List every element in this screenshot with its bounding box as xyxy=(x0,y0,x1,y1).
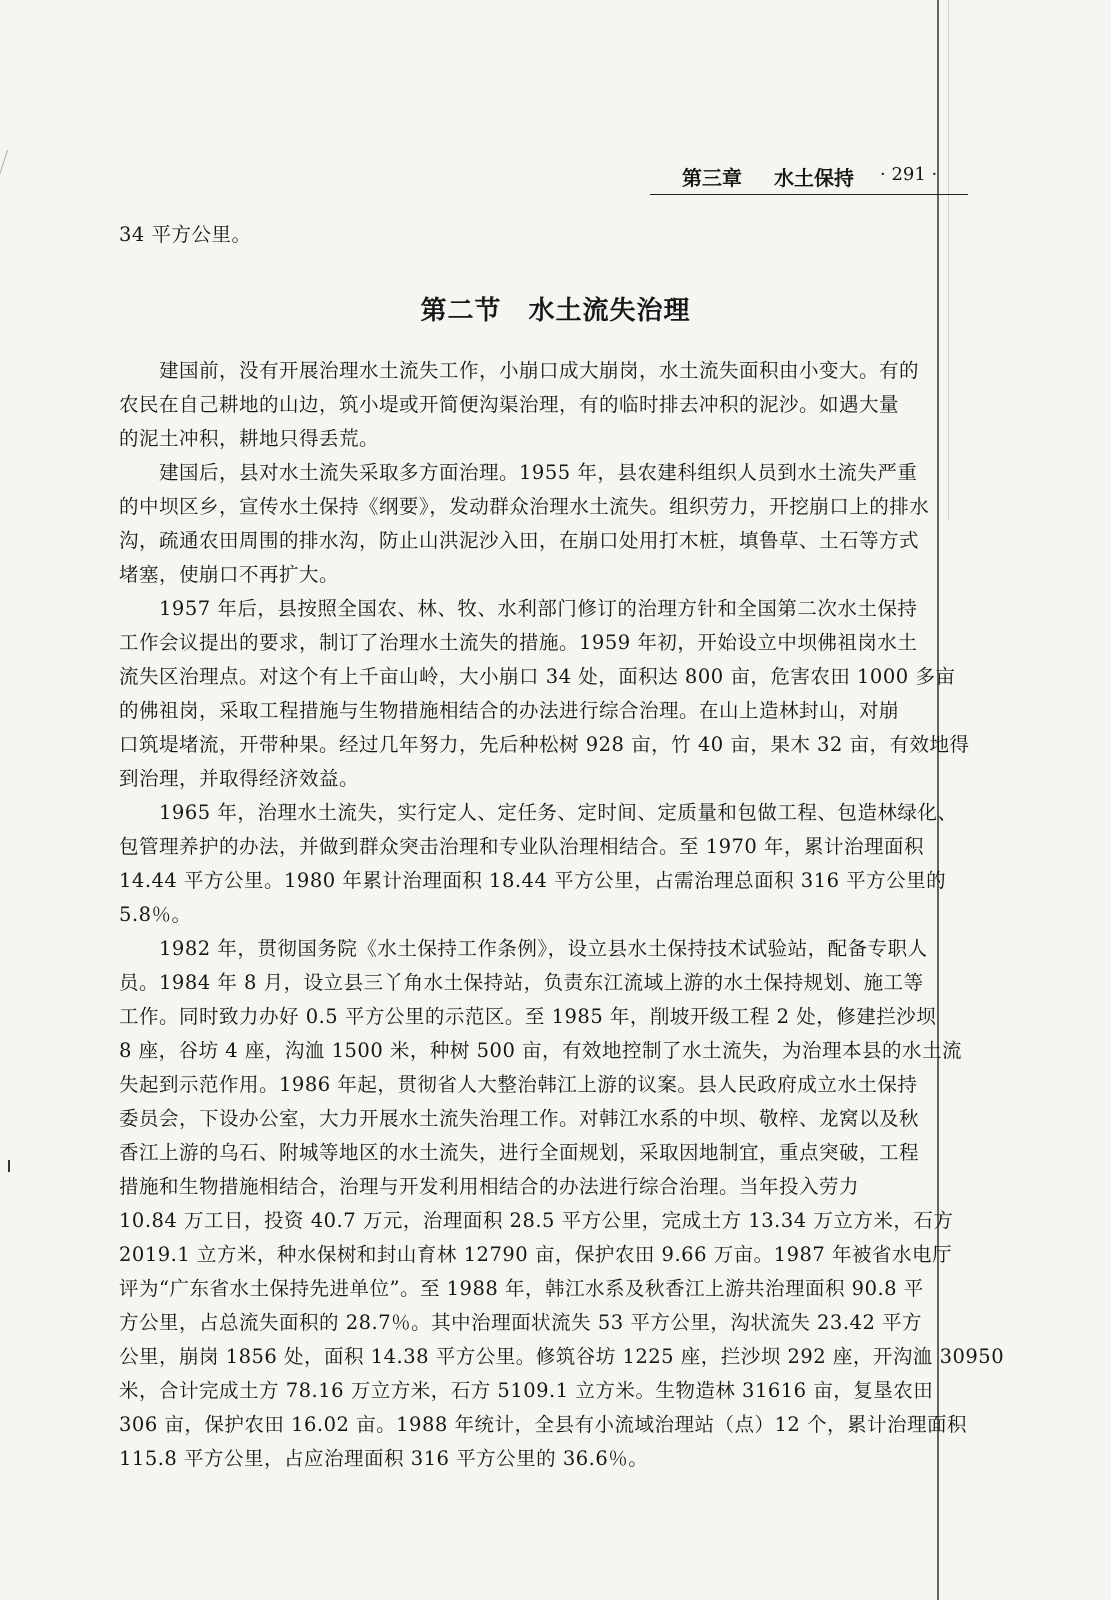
text-line: 失起到示范作用。1986 年起，贯彻省人大整治韩江上游的议案。县人民政府成立水土保持 xyxy=(119,1073,918,1096)
text-line: 包管理养护的办法，并做到群众突击治理和专业队治理相结合。至 1970 年，累计治理面积 xyxy=(119,835,925,858)
text-line: 建国前，没有开展治理水土流失工作，小崩口成大崩岗，水土流失面积由小变大。有的 xyxy=(119,359,920,382)
text-line: 1957 年后，县按照全国农、林、牧、水利部门修订的治理方针和全国第二次水土保持 xyxy=(119,597,918,620)
text-line: 1965 年，治理水土流失，实行定人、定任务、定时间、定质量和包做工程、包造林绿化、 xyxy=(119,801,958,824)
running-head-section: 水土保持 xyxy=(774,166,854,190)
text-line: 员。1984 年 8 月，设立县三丫角水土保持站，负责东江流域上游的水土保持规划、施工等 xyxy=(119,971,924,994)
running-head xyxy=(650,158,970,192)
scan-corner-mark xyxy=(0,150,22,194)
text-line: 工作会议提出的要求，制订了治理水土流失的措施。1959 年初，开始设立中坝佛祖岗水土 xyxy=(119,631,918,654)
text-line: 农民在自己耕地的山边，筑小堤或开简便沟渠治理，有的临时排去冲积的泥沙。如遇大量 xyxy=(119,393,900,416)
scan-faint-line xyxy=(948,0,949,520)
text-line: 公里，崩岗 1856 处，面积 14.38 平方公里。修筑谷坊 1225 座，拦沙坝 292 座，开沟洫 30950 xyxy=(119,1345,1005,1368)
text-line: 堵塞，使崩口不再扩大。 xyxy=(119,563,340,586)
text-line: 沟，疏通农田周围的排水沟，防止山洪泥沙入田，在崩口处用打木桩，填鲁草、土石等方式 xyxy=(119,529,920,552)
text-line: 评为“广东省水土保持先进单位”。至 1988 年，韩江水系及秋香江上游共治理面积 90.8 平 xyxy=(119,1277,924,1300)
page-number: · 291 · xyxy=(880,164,938,185)
carryover-line: 34 平方公里。 xyxy=(119,223,252,246)
text-line: 方公里，占总流失面积的 28.7％。其中治理面状流失 53 平方公里，沟状流失 23.42 平方 xyxy=(119,1311,923,1334)
running-head-chapter: 第三章 xyxy=(682,166,742,190)
text-line: 到治理，并取得经济效益。 xyxy=(119,767,360,790)
text-line: 306 亩，保护农田 16.02 亩。1988 年统计，全县有小流域治理站（点）12 个，累计治理面积 xyxy=(119,1413,967,1436)
text-line: 米，合计完成土方 78.16 万立方米，石方 5109.1 立方米。生物造林 31616 亩，复垦农田 xyxy=(119,1379,934,1402)
text-line: 措施和生物措施相结合，治理与开发利用相结合的办法进行综合治理。当年投入劳力 xyxy=(119,1175,860,1198)
section-title: 第二节 水土流失治理 xyxy=(420,296,691,326)
text-line: 建国后，县对水土流失采取多方面治理。1955 年，县农建科组织人员到水土流失严重 xyxy=(119,461,918,484)
text-line: 的中坝区乡，宣传水土保持《纲要》，发动群众治理水土流失。组织劳力，开挖崩口上的排水 xyxy=(119,495,930,518)
text-line: 8 座，谷坊 4 座，沟洫 1500 米，种树 500 亩，有效地控制了水土流失，为治理本县的水土流 xyxy=(119,1039,963,1062)
text-line: 的佛祖岗，采取工程措施与生物措施相结合的办法进行综合治理。在山上造林封山，对崩 xyxy=(119,699,900,722)
text-line: 的泥土冲积，耕地只得丢荒。 xyxy=(119,427,380,450)
text-line: 口筑堤堵流，开带种果。经过几年努力，先后种松树 928 亩，竹 40 亩，果木 32 亩，有效地得 xyxy=(119,733,970,756)
text-line: 5.8％。 xyxy=(119,903,192,926)
text-line: 1982 年，贯彻国务院《水土保持工作条例》，设立县水土保持技术试验站，配备专职人 xyxy=(119,937,928,960)
text-line: 2019.1 立方米，种水保树和封山育林 12790 亩，保护农田 9.66 万亩。1987 年被省水电厅 xyxy=(119,1243,952,1266)
text-line: 工作。同时致力办好 0.5 平方公里的示范区。至 1985 年，削坡开级工程 2 处，修建拦沙坝 xyxy=(119,1005,937,1028)
text-line: 115.8 平方公里，占应治理面积 316 平方公里的 36.6％。 xyxy=(119,1447,649,1470)
scan-margin-tick xyxy=(8,1160,10,1172)
text-line: 流失区治理点。对这个有上千亩山岭，大小崩口 34 处，面积达 800 亩，危害农田 1000 多亩 xyxy=(119,665,956,688)
header-rule xyxy=(650,194,968,195)
text-line: 14.44 平方公里。1980 年累计治理面积 18.44 平方公里，占需治理总面积 316 平方公里的 xyxy=(119,869,947,892)
text-line: 10.84 万工日，投资 40.7 万元，治理面积 28.5 平方公里，完成土方 13.34 万立方米，石方 xyxy=(119,1209,954,1232)
text-line: 香江上游的乌石、附城等地区的水土流失，进行全面规划，采取因地制宜，重点突破，工程 xyxy=(119,1141,920,1164)
text-line: 委员会，下设办公室，大力开展水土流失治理工作。对韩江水系的中坝、敬梓、龙窝以及秋 xyxy=(119,1107,920,1130)
